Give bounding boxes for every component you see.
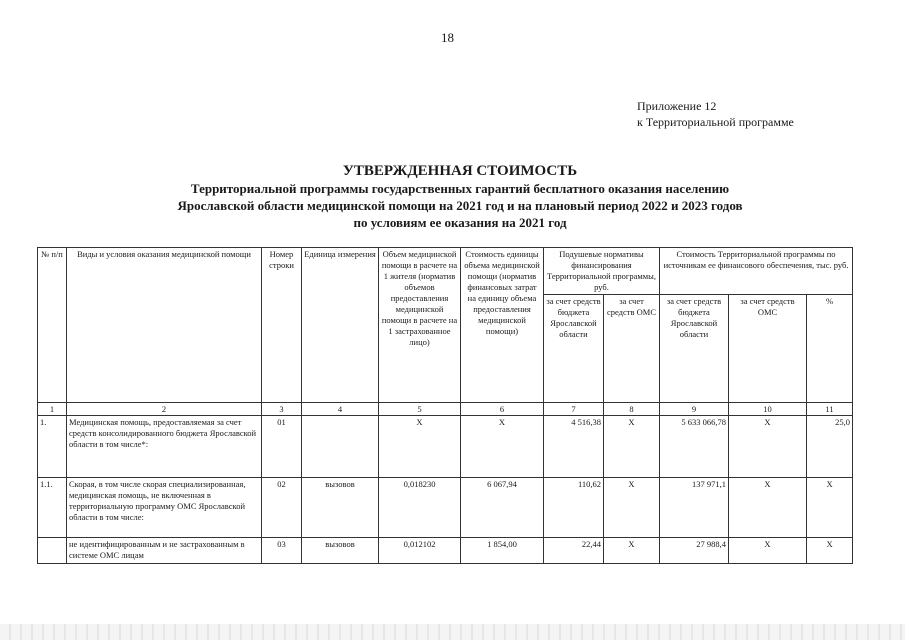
table-row — [38, 416, 853, 478]
column-number-row — [38, 403, 853, 416]
table-row — [38, 538, 853, 564]
row-volume: 0,018230 — [379, 478, 461, 538]
row-pc-budget: 4 516,38 — [544, 416, 604, 478]
row-pc-budget: 110,62 — [544, 478, 604, 538]
header-per-capita: Подушевые нормативы финансирования Территориальной программы, руб. — [544, 248, 660, 295]
appendix-note — [637, 98, 794, 130]
row-pc-oms: X — [604, 478, 660, 538]
row-total-oms: X — [729, 416, 807, 478]
column-number: 6 — [461, 403, 544, 416]
header-total-budget: за счет средств бюджета Ярославской области — [660, 295, 729, 403]
header-total-cost: Стоимость Территориальной программы по источникам ее финансового обеспечения, тыс. руб. — [660, 248, 853, 295]
row-unit: вызовов — [302, 538, 379, 564]
row-total-percent: 25,0 — [807, 416, 853, 478]
row-total-percent: X — [807, 478, 853, 538]
row-num: 1. — [38, 416, 67, 478]
row-total-budget: 137 971,1 — [660, 478, 729, 538]
row-num: 1.1. — [38, 478, 67, 538]
row-unit-cost: X — [461, 416, 544, 478]
header-kind: Виды и условия оказания медицинской помощи — [67, 248, 262, 403]
row-total-oms: X — [729, 478, 807, 538]
title-line-2: Территориальной программы государственных гарантий бесплатного оказания населению — [190, 181, 730, 196]
row-number: 02 — [262, 478, 302, 538]
row-pc-oms: X — [604, 538, 660, 564]
title-line-1: УТВЕРЖДЕННАЯ СТОИМОСТЬ — [342, 163, 578, 179]
row-unit: вызовов — [302, 478, 379, 538]
row-number: 03 — [262, 538, 302, 564]
column-number: 5 — [379, 403, 461, 416]
header-row-number: Номер строки — [262, 248, 302, 403]
row-total-percent: X — [807, 538, 853, 564]
row-total-oms: X — [729, 538, 807, 564]
column-number: 10 — [729, 403, 807, 416]
header-volume: Объем медицинской помощи в расчете на 1 жителя (норматив объемов предоставления медицинской помощи в расчете на 1 застрахованное лицо) — [379, 248, 461, 403]
column-number: 8 — [604, 403, 660, 416]
document-title — [100, 163, 820, 231]
header-row-1 — [38, 248, 853, 295]
row-pc-oms: X — [604, 416, 660, 478]
column-number: 11 — [807, 403, 853, 416]
column-number: 9 — [660, 403, 729, 416]
page-number: 18 — [441, 30, 454, 45]
row-pc-budget: 22,44 — [544, 538, 604, 564]
appendix-line-1: Приложение 12 — [637, 99, 717, 113]
row-num — [38, 538, 67, 564]
header-num: № п/п — [38, 248, 67, 403]
column-number: 4 — [302, 403, 379, 416]
title-line-3: Ярославской области медицинской помощи на 2021 год и на плановый период 2022 и 2023 годов — [177, 198, 743, 213]
header-pc-oms: за счет средств ОМС — [604, 295, 660, 403]
row-number: 01 — [262, 416, 302, 478]
table-row — [38, 478, 853, 538]
row-unit-cost: 6 067,94 — [461, 478, 544, 538]
scan-edge-strip — [0, 624, 905, 640]
row-total-budget: 5 633 066,78 — [660, 416, 729, 478]
row-volume: X — [379, 416, 461, 478]
title-line-4: по условиям ее оказания на 2021 год — [353, 215, 567, 230]
header-unit-cost: Стоимость единицы объема медицинской помощи (норматив финансовых затрат на единицу объема предоставления медицинской помощи) — [461, 248, 544, 403]
appendix-line-2: к Территориальной программе — [637, 115, 794, 129]
cost-table — [37, 247, 853, 564]
row-total-budget: 27 988,4 — [660, 538, 729, 564]
header-total-percent: % — [807, 295, 853, 403]
column-number: 1 — [38, 403, 67, 416]
header-pc-budget: за счет средств бюджета Ярославской области — [544, 295, 604, 403]
header-total-oms: за счет средств ОМС — [729, 295, 807, 403]
row-volume: 0,012102 — [379, 538, 461, 564]
column-number: 7 — [544, 403, 604, 416]
header-unit: Единица измерения — [302, 248, 379, 403]
row-kind: не идентифицированным и не застрахованным в системе ОМС лицам — [67, 538, 262, 564]
column-number: 2 — [67, 403, 262, 416]
column-number: 3 — [262, 403, 302, 416]
row-unit — [302, 416, 379, 478]
row-unit-cost: 1 854,00 — [461, 538, 544, 564]
row-kind: Скорая, в том числе скорая специализированная, медицинская помощь, не включенная в территориальную программу ОМС Ярославской области в том числе: — [67, 478, 262, 538]
row-kind: Медицинская помощь, предоставляемая за счет средств консолидированного бюджета Ярославской области в том числе*: — [67, 416, 262, 478]
